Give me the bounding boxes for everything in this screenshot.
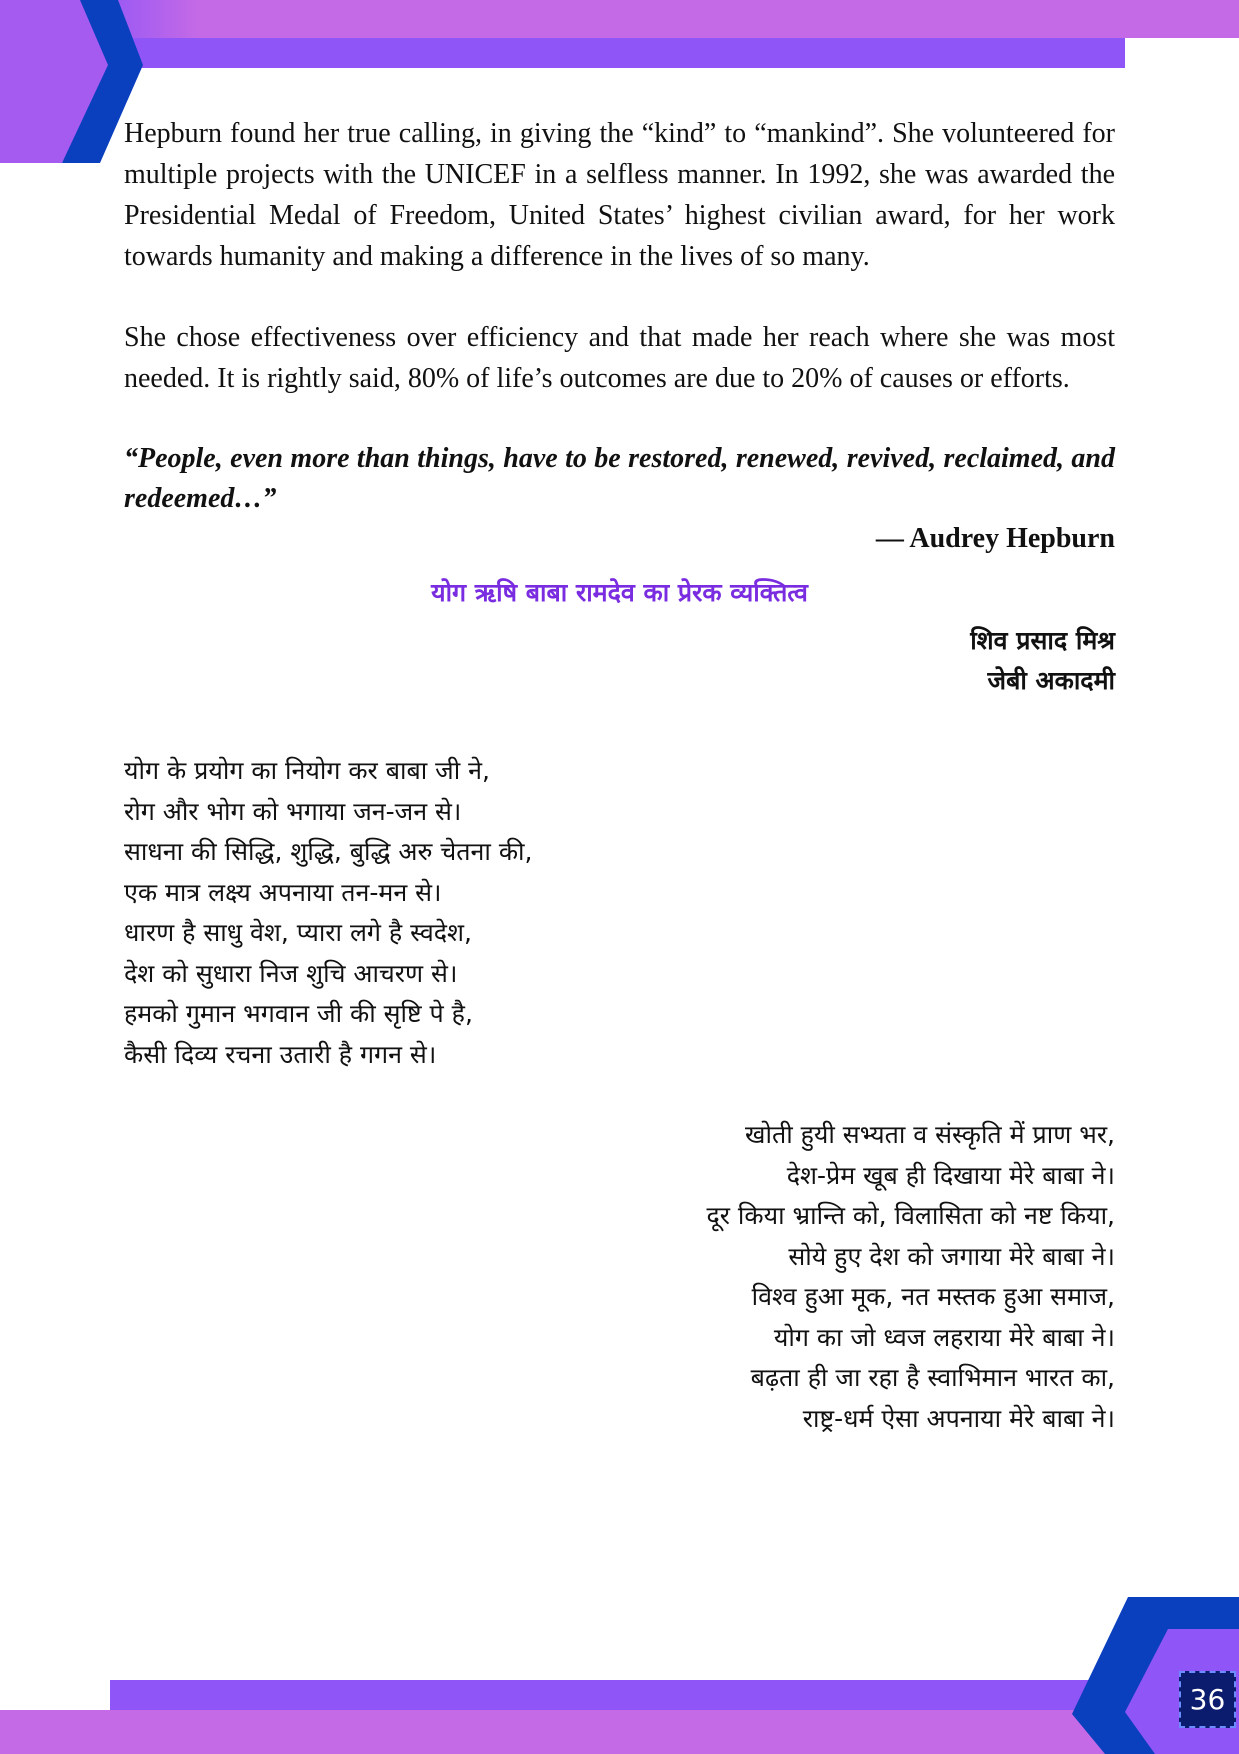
- top-bar-mid: [120, 38, 1125, 68]
- poem-stanza-1: [124, 751, 1115, 1075]
- poem-line: देश को सुधारा निज शुचि आचरण से।: [124, 958, 458, 988]
- poem-line: विश्व हुआ मूक, नत मस्तक हुआ समाज,: [751, 1282, 1115, 1311]
- hepburn-quote: “People, even more than things, have to be restored, renewed, revived, reclaimed, and redeemed…”: [124, 443, 1115, 514]
- bottom-bar-light: [0, 1710, 1239, 1754]
- poem-line: सोये हुए देश को जगाया मेरे बाबा ने।: [788, 1241, 1115, 1271]
- poem-line: एक मात्र लक्ष्य अपनाया तन-मन से।: [124, 877, 442, 907]
- poem-line: हमको गुमान भगवान जी की सृष्टि पे है,: [124, 999, 473, 1028]
- poem-line: योग के प्रयोग का नियोग कर बाबा जी ने,: [124, 756, 490, 785]
- poem-title: योग ऋषि बाबा रामदेव का प्रेरक व्यक्तित्व: [431, 578, 808, 607]
- poem-line: रोग और भोग को भगाया जन-जन से।: [124, 796, 462, 826]
- poem-stanza-2: [124, 1115, 1115, 1439]
- paragraph-effectiveness: She chose effectiveness over efficiency and that made her reach where she was most needed. It is rightly said, 80% of life’s outcomes are due to 20% of causes or efforts.: [124, 322, 1115, 394]
- poem-line: योग का जो ध्वज लहराया मेरे बाबा ने।: [773, 1322, 1115, 1352]
- poem-author: शिव प्रसाद मिश्र: [970, 626, 1115, 655]
- poem-line: साधना की सिद्धि, शुद्धि, बुद्धि अरु चेतना की,: [124, 837, 533, 866]
- poem-line: राष्ट्र-धर्म ऐसा अपनाया मेरे बाबा ने।: [802, 1403, 1115, 1433]
- poem-line: दूर किया भ्रान्ति को, विलासिता को नष्ट किया,: [706, 1201, 1115, 1230]
- poem-line: कैसी दिव्य रचना उतारी है गगन से।: [124, 1039, 437, 1069]
- paragraph-hepburn-calling: Hepburn found her true calling, in giving the “kind” to “mankind”. She volunteered for multiple projects with the UNICEF in a selfless manner. In 1992, she was awarded the Presidential Medal of Freedom, United States’ highest civilian award, for her work towards humanity and making a difference in the lives of so many.: [124, 118, 1115, 272]
- poem-line: खोती हुयी सभ्यता व संस्कृति में प्राण भर,: [745, 1120, 1115, 1149]
- bottom-bar-mid: [110, 1680, 1110, 1710]
- poem-line: बढ़ता ही जा रहा है स्वाभिमान भारत का,: [750, 1363, 1115, 1392]
- poem-line: धारण है साधु वेश, प्यारा लगे है स्वदेश,: [124, 918, 472, 947]
- quote-attribution: — Audrey Hepburn: [875, 523, 1115, 554]
- page-content: [124, 113, 1115, 1439]
- page-number: 36: [1179, 1671, 1236, 1728]
- poem-institution: जेबी अकादमी: [987, 666, 1115, 695]
- bottom-decoration: [0, 1594, 1239, 1754]
- poem-line: देश-प्रेम खूब ही दिखाया मेरे बाबा ने।: [786, 1160, 1115, 1190]
